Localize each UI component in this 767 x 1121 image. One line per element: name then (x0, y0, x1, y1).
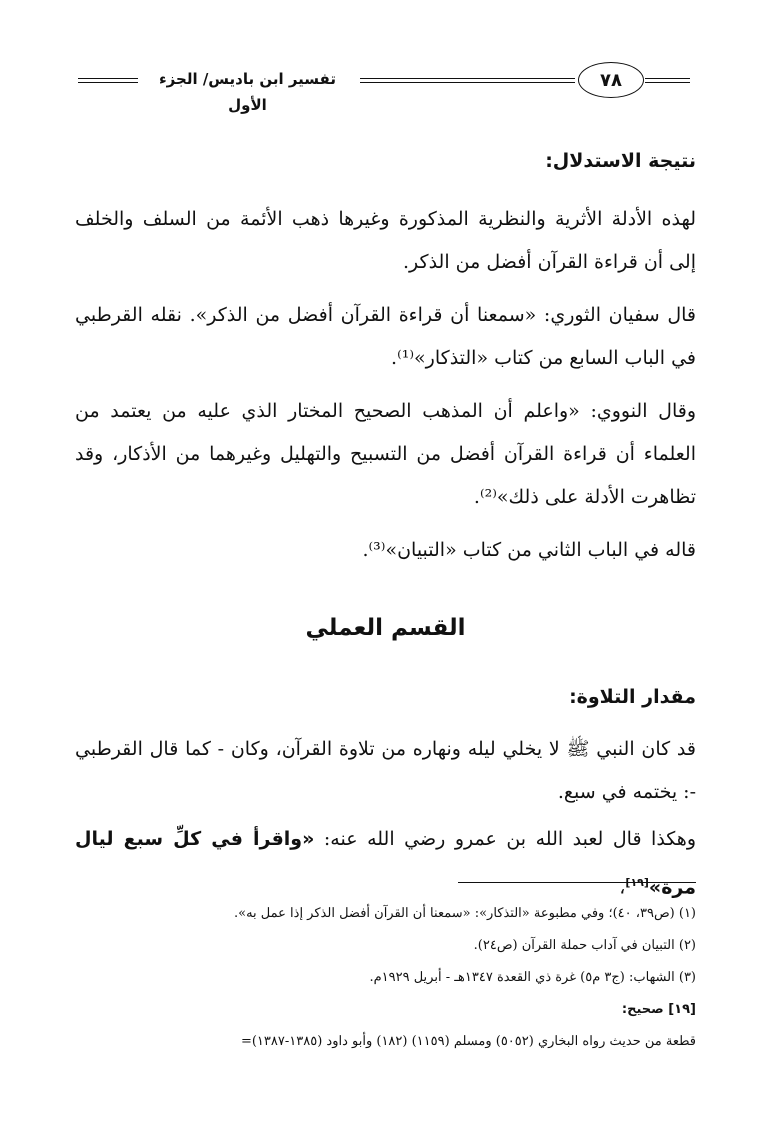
header-rule-left (78, 78, 138, 83)
section-title: القسم العملي (305, 615, 466, 641)
hadith-quote: «واقرأ في كلِّ سبع ليال مرة» (75, 828, 696, 899)
footnote: قطعة من حديث رواه البخاري (٥٠٥٢) ومسلم (١١٥٩) (١٨٢) وأبو داود (١٣٨٥-١٣٨٧)= (240, 1034, 696, 1049)
paragraph: قال سفيان الثوري: «سمعنا أن قراءة القرآن أفضل من الذكر». نقله القرطبي في الباب السابع من كتاب «التذكار»⁽¹⁾. (75, 304, 696, 369)
conclusion-body (75, 198, 696, 572)
recitation-heading: مقدار التلاوة: (569, 686, 696, 708)
page-header (0, 58, 767, 114)
header-rule-middle (360, 78, 575, 83)
paragraph-tail: ، (619, 876, 626, 899)
paragraph (75, 818, 696, 909)
reference-marker: [١٩] (625, 876, 649, 889)
paragraph: لهذه الأدلة الأثرية والنظرية المذكورة وغيرها ذهب الأئمة من السلف والخلف إلى أن قراءة القرآن أفضل من الذكر. (75, 208, 696, 273)
paragraph: قاله في الباب الثاني من كتاب «التبيان»⁽³⁾. (362, 539, 696, 561)
footnote-separator (458, 882, 696, 883)
footnotes (75, 898, 696, 1058)
page-number: ٧٨ (578, 62, 644, 98)
paragraph: وقال النووي: «واعلم أن المذهب الصحيح المختار الذي عليه من يعتمد من العلماء أن قراءة القرآن أفضل من التسبيح والتهليل وغيرهما من الأذكار، وقد تظاهرت الأدلة على ذلك»⁽²⁾. (75, 400, 696, 508)
footnote-grade: [١٩] صحيح: (621, 1002, 696, 1017)
footnote (75, 994, 696, 1026)
header-rule-right (645, 78, 690, 83)
running-title: تفسير ابن باديس/ الجزء الأول (159, 70, 336, 114)
footnote: (٢) التبيان في آداب حملة القرآن (ص٢٤). (473, 938, 696, 953)
conclusion-heading: نتيجة الاستدلال: (545, 150, 696, 172)
footnote: (١) (ص٣٩، ٤٠)؛ وفي مطبوعة «التذكار»: «سمعنا أن القرآن أفضل الذكر إذا عمل به». (233, 906, 696, 921)
paragraph: قد كان النبي ﷺ لا يخلي ليله ونهاره من تلاوة القرآن، وكان - كما قال القرطبي -: يختمه في سبع. (75, 738, 696, 803)
footnote: (٣) الشهاب: (ج٣ م٥) غرة ذي القعدة ١٣٤٧هـ - أبريل ١٩٢٩م. (369, 970, 696, 985)
paragraph-lead: وهكذا قال لعبد الله بن عمرو رضي الله عنه: (314, 828, 696, 850)
